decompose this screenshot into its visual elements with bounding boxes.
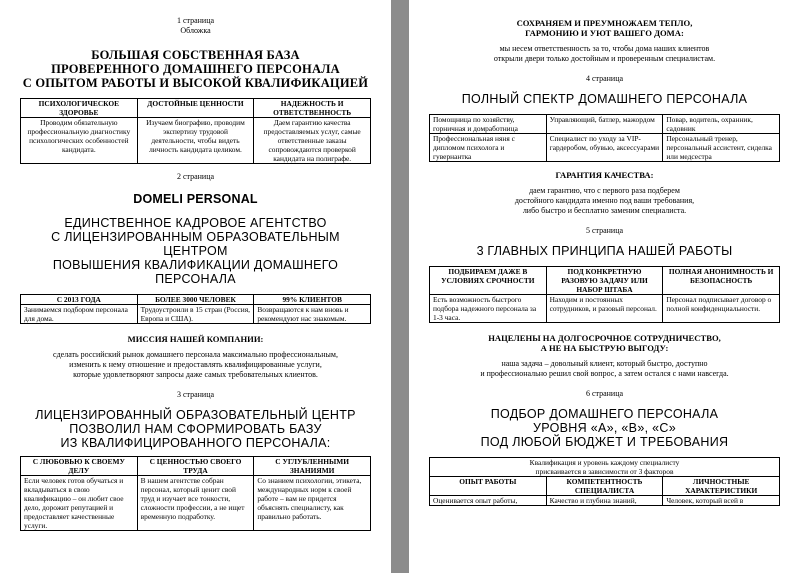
warmth-line: мы несем ответственность за то, чтобы дома наших клиентов	[499, 44, 710, 53]
document-page-left	[0, 0, 391, 573]
table-cell: Персонал подписывает договор о полной конфиденциальности.	[663, 295, 780, 323]
table-cell: Помощница по хозяйству, горничная и домработница	[430, 115, 547, 134]
table-header: ДОСТОЙНЫЕ ЦЕННОСТИ	[137, 99, 254, 118]
table-cell: Возвращаются к нам вновь и рекомендуют нас знакомым.	[254, 305, 371, 324]
table-cell: Персональный тренер, персональный ассистент, сиделка или медсестра	[663, 134, 780, 162]
stats-table	[20, 294, 371, 324]
table-header: КОМПЕТЕНТНОСТЬ СПЕЦИАЛИСТА	[546, 477, 663, 496]
warmth-heading	[429, 18, 780, 38]
warmth-line: открыли двери только достойным и проверенным специалистам.	[493, 54, 716, 63]
longterm-heading	[429, 333, 780, 353]
principles-table	[429, 266, 780, 323]
table-cell: Человек, который всей в	[663, 496, 780, 506]
staff-types-table	[429, 114, 780, 162]
levels-heading-line: УРОВНЯ «А», «В», «С»	[533, 421, 676, 435]
table-cell: Со знанием психологии, этикета, международных норм к своей работе – вам не придется объяснять специалисту, как правильно работать.	[254, 476, 371, 531]
table-cell: В нашем агентстве собран персонал, который ценит свой труд и изучает все тонкости, сложности профессии, а не ищет временную подработку.	[137, 476, 254, 531]
table-cell: Проводим обязательную профессиональную диагностику психологических особенностей кандидата.	[21, 118, 138, 164]
caption-line: присваивается в зависимости от 3 факторов	[535, 467, 674, 476]
table-header: С 2013 ГОДА	[21, 295, 138, 305]
guarantee-heading: ГАРАНТИЯ КАЧЕСТВА:	[555, 170, 654, 180]
mission-line: изменить к нему отношение и предоставлять квалифицированные услуги,	[69, 360, 322, 369]
education-heading-line: ЛИЦЕНЗИРОВАННЫЙ ОБРАЗОВАТЕЛЬНЫЙ ЦЕНТР	[35, 408, 356, 422]
page-number-6: 6 страница	[585, 389, 624, 398]
guarantee-line: достойного кандидата именно под ваши требования,	[514, 196, 695, 205]
benefits-table	[20, 98, 371, 164]
table-cell: Управляющий, батлер, мажордом	[546, 115, 663, 134]
qualities-table	[20, 456, 371, 531]
table-header: С ЛЮБОВЬЮ К СВОЕМУ ДЕЛУ	[21, 457, 138, 476]
agency-heading	[20, 216, 371, 286]
page-number-1: 1 страница	[176, 16, 215, 25]
table-header: ЛИЧНОСТНЫЕ ХАРАКТЕРИСТИКИ	[663, 477, 780, 496]
warmth-text	[429, 44, 780, 64]
factors-table	[429, 457, 780, 506]
table-header: НАДЕЖНОСТЬ И ОТВЕТСТВЕННОСТЬ	[254, 99, 371, 118]
education-heading-line: ИЗ КВАЛИФИЦИРОВАННОГО ПЕРСОНАЛА:	[60, 436, 331, 450]
table-cell: Повар, водитель, охранник, садовник	[663, 115, 780, 134]
education-heading	[20, 408, 371, 450]
page-number-2: 2 страница	[176, 172, 215, 181]
cover-heading-line: ПРОВЕРЕННОГО ДОМАШНЕГО ПЕРСОНАЛА	[51, 62, 340, 76]
table-header: ПСИХОЛОГИЧЕСКОЕ ЗДОРОВЬЕ	[21, 99, 138, 118]
table-cell: Изучаем биографию, проводим экспертизу трудовой деятельности, чтобы видеть личность кандидата целиком.	[137, 118, 254, 164]
table-cell: Есть возможность быстрого подбора надежного персонала за 1-3 часа.	[430, 295, 547, 323]
guarantee-line: либо быстро и бесплатно заменим специалиста.	[522, 206, 687, 215]
table-cell: Качество и глубина знаний,	[546, 496, 663, 506]
page-subtitle-cover: Обложка	[180, 26, 211, 35]
cover-heading-line: БОЛЬШАЯ СОБСТВЕННАЯ БАЗА	[91, 48, 300, 62]
table-header: ПОД КОНКРЕТНУЮ РАЗОВУЮ ЗАДАЧУ ИЛИ НАБОР ШТАБА	[546, 267, 663, 295]
longterm-text	[429, 359, 780, 379]
caption-line: Квалификация и уровень каждому специалисту	[529, 458, 680, 467]
cover-heading	[20, 48, 371, 90]
levels-heading-line: ПОДБОР ДОМАШНЕГО ПЕРСОНАЛА	[490, 407, 719, 421]
table-header: ОПЫТ РАБОТЫ	[430, 477, 547, 496]
table-cell: Специалист по уходу за VIP-гардеробом, обувью, аксессуарами	[546, 134, 663, 162]
table-header: С ЦЕННОСТЬЮ СВОЕГО ТРУДА	[137, 457, 254, 476]
longterm-heading-line: А НЕ НА БЫСТРУЮ ВЫГОДУ:	[540, 343, 669, 353]
longterm-line: и профессионально решил свой вопрос, а затем остался с нами навсегда.	[480, 369, 729, 378]
guarantee-text	[429, 186, 780, 216]
table-header: ПОЛНАЯ АНОНИМНОСТЬ И БЕЗОПАСНОСТЬ	[663, 267, 780, 295]
guarantee-line: даем гарантию, что с первого раза подберем	[529, 186, 680, 195]
longterm-heading-line: НАЦЕЛЕНЫ НА ДОЛГОСРОЧНОЕ СОТРУДНИЧЕСТВО,	[488, 333, 721, 343]
table-cell: Занимаемся подбором персонала для дома.	[21, 305, 138, 324]
table-cell: Профессиональная няня с дипломом психолога и гувернантка	[430, 134, 547, 162]
education-heading-line: ПОЗВОЛИЛ НАМ СФОРМИРОВАТЬ БАЗУ	[69, 422, 322, 436]
mission-heading: МИССИЯ НАШЕЙ КОМПАНИИ:	[127, 334, 264, 344]
table-header: ПОДБИРАЕМ ДАЖЕ В УСЛОВИЯХ СРОЧНОСТИ	[430, 267, 547, 295]
warmth-heading-line: СОХРАНЯЕМ И ПРЕУМНОЖАЕМ ТЕПЛО,	[516, 18, 693, 28]
page-number-3: 3 страница	[176, 390, 215, 399]
cover-heading-line: С ОПЫТОМ РАБОТЫ И ВЫСОКОЙ КВАЛИФИКАЦИЕЙ	[22, 76, 369, 90]
table-caption	[430, 458, 780, 477]
spectrum-heading: ПОЛНЫЙ СПЕКТР ДОМАШНЕГО ПЕРСОНАЛА	[461, 92, 748, 106]
table-header: 99% КЛИЕНТОВ	[254, 295, 371, 305]
agency-heading-line: ЕДИНСТВЕННОЕ КАДРОВОЕ АГЕНТСТВО	[64, 216, 327, 230]
page-gap	[391, 0, 409, 573]
table-cell: Оценивается опыт работы,	[430, 496, 547, 506]
table-cell: Трудоустроили в 15 стран (Россия, Европа и США).	[137, 305, 254, 324]
table-header: БОЛЕЕ 3000 ЧЕЛОВЕК	[137, 295, 254, 305]
table-cell: Если человек готов обучаться и вкладываться в свою квалификацию – он любит свое дело, дорожит репутацией и предоставляет качественные услуги.	[21, 476, 138, 531]
principles-heading: 3 ГЛАВНЫХ ПРИНЦИПА НАШЕЙ РАБОТЫ	[476, 244, 733, 258]
agency-heading-line: С ЛИЦЕНЗИРОВАННЫМ ОБРАЗОВАТЕЛЬНЫМ ЦЕНТРОМ	[51, 230, 340, 258]
document-page-right	[409, 0, 800, 573]
brand-name: DOMELI PERSONAL	[133, 192, 258, 206]
table-header: С УГЛУБЛЕННЫМИ ЗНАНИЯМИ	[254, 457, 371, 476]
levels-heading-line: ПОД ЛЮБОЙ БЮДЖЕТ И ТРЕБОВАНИЯ	[480, 435, 729, 449]
levels-heading	[429, 407, 780, 449]
table-cell: Находим и постоянных сотрудников, и разовый персонал.	[546, 295, 663, 323]
mission-line: сделать российский рынок домашнего персонала максимально профессиональным,	[53, 350, 338, 359]
page-number-4: 4 страница	[585, 74, 624, 83]
longterm-line: наша задача – довольный клиент, который быстро, доступно	[501, 359, 708, 368]
table-cell: Даем гарантию качества предоставляемых услуг, самые ответственные заказы сопровождаются проверкой кандидата на полиграфе.	[254, 118, 371, 164]
mission-line: которые удовлетворяют запросы даже самых требовательных клиентов.	[73, 370, 318, 379]
mission-text	[20, 350, 371, 380]
warmth-heading-line: ГАРМОНИЮ И УЮТ ВАШЕГО ДОМА:	[525, 28, 684, 38]
agency-heading-line: ПОВЫШЕНИЯ КВАЛИФИКАЦИИ ДОМАШНЕГО ПЕРСОНАЛА	[52, 258, 339, 286]
page-number-5: 5 страница	[585, 226, 624, 235]
